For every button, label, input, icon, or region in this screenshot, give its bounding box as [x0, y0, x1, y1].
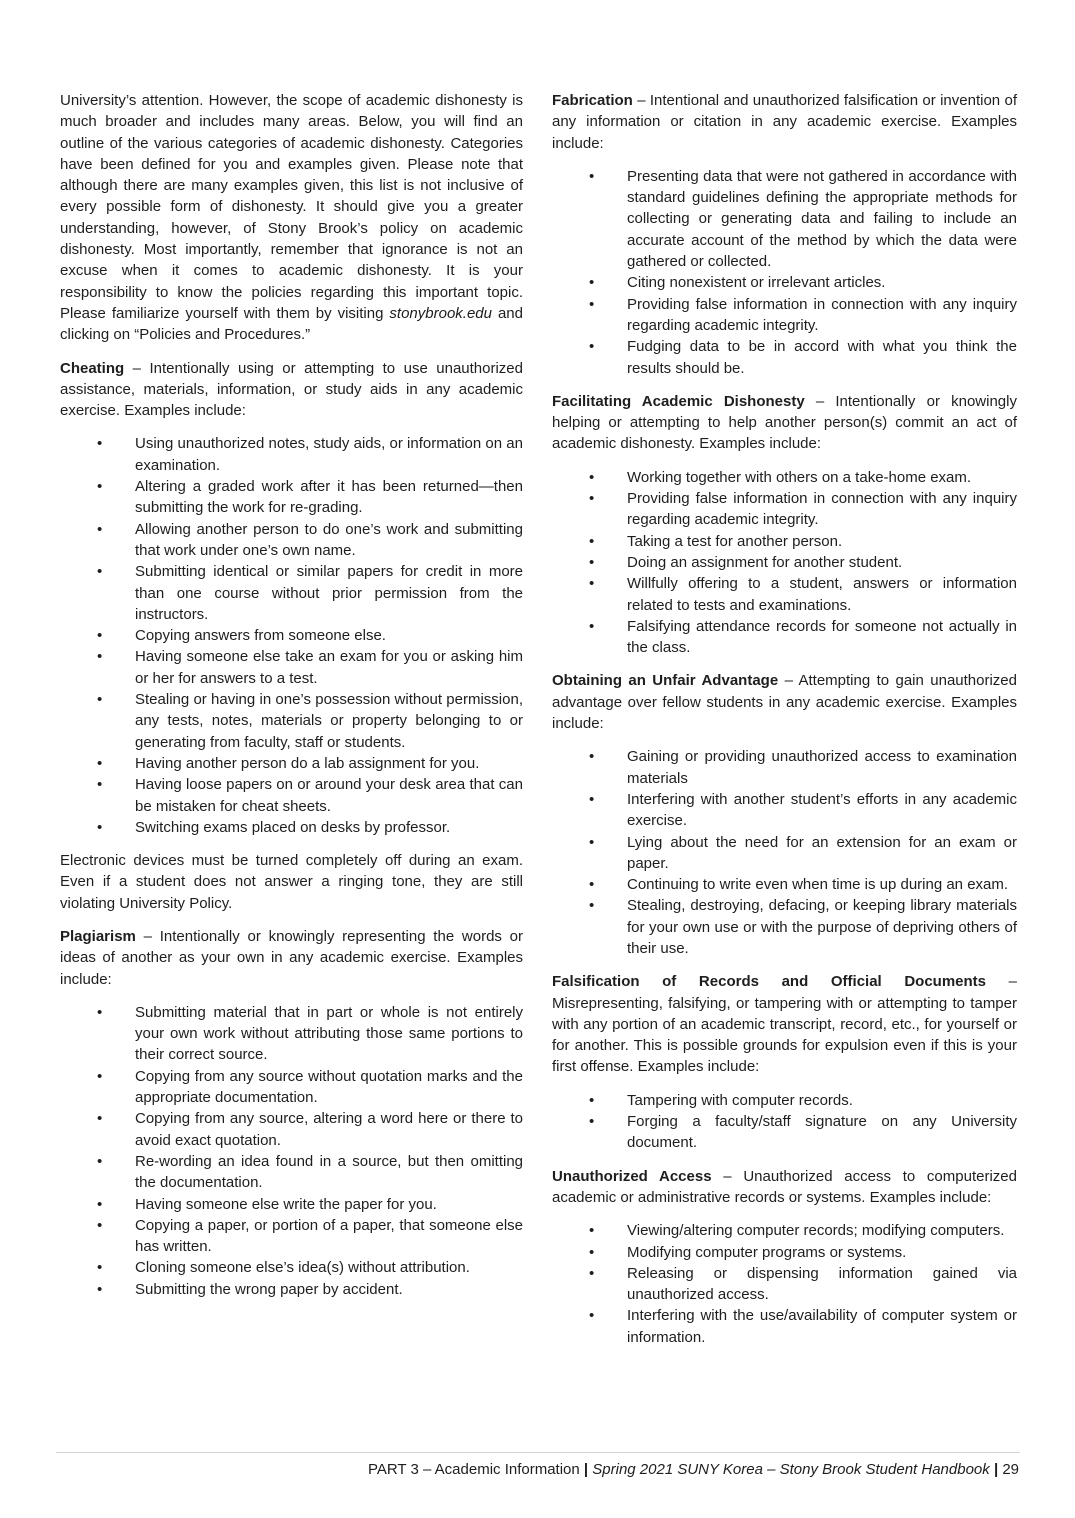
list-item-text: Cloning someone else’s idea(s) without attribution.	[135, 1259, 470, 1277]
bullet-icon: •	[97, 1067, 103, 1085]
footer-section: PART 3 – Academic Information	[367, 1461, 580, 1478]
list-item	[60, 1002, 523, 1066]
bullet-icon: •	[589, 897, 595, 915]
bullet-icon: •	[97, 1259, 103, 1277]
list-item-text: Tampering with computer records.	[627, 1091, 853, 1109]
list-item-text: Interfering with another student’s efforts in any academic exercise.	[627, 790, 1017, 830]
plagiarism-definition	[60, 926, 523, 990]
list-item-text: Continuing to write even when time is up during an exam.	[627, 876, 1009, 894]
list-item	[552, 746, 1017, 789]
list-item-text: Copying a paper, or portion of a paper, that someone else has written.	[135, 1216, 523, 1256]
list-item-text: Altering a graded work after it has been returned—then submitting the work for re-grading.	[135, 478, 523, 517]
unfair-advantage-definition-text: – Attempting to gain unauthorized advantage over fellow students in any academic exercise. Examples include:	[552, 672, 1017, 733]
unauthorized-access-term: Unauthorized Access	[552, 1167, 712, 1185]
facilitating-definition	[552, 391, 1017, 455]
list-item-text: Using unauthorized notes, study aids, or information on an examination.	[135, 435, 523, 474]
list-item-text: Re-wording an idea found in a source, but then omitting the documentation.	[135, 1152, 523, 1192]
list-item	[60, 1279, 523, 1300]
list-item	[552, 1090, 1017, 1111]
list-item-text: Stealing, destroying, defacing, or keeping library materials for your own use or with the purpose of depriving others of their use.	[627, 897, 1017, 957]
plagiarism-term: Plagiarism	[60, 927, 136, 945]
list-item-text: Working together with others on a take-home exam.	[627, 468, 972, 486]
stonybrook-link[interactable]: stonybrook.edu	[389, 304, 492, 322]
unfair-advantage-examples-list	[552, 746, 1017, 959]
list-item-text: Copying from any source, altering a word here or there to avoid exact quotation.	[135, 1110, 523, 1149]
bullet-icon: •	[97, 754, 103, 772]
list-item	[60, 1151, 523, 1194]
unfair-advantage-term: Obtaining an Unfair Advantage	[552, 672, 779, 690]
electronic-devices-paragraph: Electronic devices must be turned completely off during an exam. Even if a student does not answer a ringing tone, they are still violating University Policy.	[60, 852, 523, 912]
facilitating-definition-text: – Intentionally or knowingly helping or attempting to help another person(s) commit an act of academic dishonesty. Examples include:	[552, 392, 1017, 453]
bullet-icon: •	[97, 1152, 103, 1170]
list-item	[60, 1215, 523, 1258]
list-item	[552, 336, 1017, 379]
bullet-icon: •	[589, 575, 595, 593]
falsification-examples-list	[552, 1090, 1017, 1154]
page-footer	[368, 1461, 1019, 1478]
list-item	[60, 689, 523, 753]
list-item-text: Having loose papers on or around your desk area that can be mistaken for cheat sheets.	[135, 776, 523, 815]
fabrication-examples-list	[552, 166, 1017, 379]
bullet-icon: •	[589, 1307, 595, 1325]
bullet-icon: •	[97, 478, 103, 496]
bullet-icon: •	[589, 748, 595, 766]
bullet-icon: •	[589, 1091, 595, 1109]
list-item	[60, 817, 523, 838]
list-item	[552, 1263, 1017, 1306]
list-item-text: Fudging data to be in accord with what you think the results should be.	[627, 338, 1017, 377]
page-number: 29	[1002, 1461, 1019, 1478]
list-item-text: Having someone else write the paper for you.	[135, 1195, 437, 1213]
list-item	[552, 294, 1017, 337]
list-item	[552, 1242, 1017, 1263]
list-item-text: Having someone else take an exam for you or asking him or her for answers to a test.	[135, 648, 523, 687]
bullet-icon: •	[589, 790, 595, 808]
list-item-text: Having another person do a lab assignment for you.	[135, 754, 480, 772]
list-item	[552, 1111, 1017, 1154]
bullet-icon: •	[97, 1110, 103, 1128]
intro-text: University’s attention. However, the scope of academic dishonesty is much broader and includes many areas. Below, you will find an outline of the various categories of academic dishonesty. Categories have been defined for you and examples given. Please note that although there are many examples given, this list is not inclusive of every possible form of dishonesty. It should give you a greater understanding, however, of Stony Brook’s policy on academic dishonesty. Most importantly, remember that ignorance is not an excuse when it comes to academic dishonesty. It is your responsibility to know the policies regarding this important topic. Please familiarize yourself with them by visiting	[60, 92, 523, 322]
fabrication-term: Fabrication	[552, 92, 633, 109]
list-item-text: Providing false information in connection with any inquiry regarding academic integrity.	[627, 295, 1017, 334]
bullet-icon: •	[589, 1243, 595, 1261]
falsification-term: Falsification of Records and Official Documents	[552, 973, 987, 991]
falsification-definition-text: – Misrepresenting, falsifying, or tampering with or attempting to tamper with any portion of an academic transcript, record, etc., for yourself or for another. This is possible grounds for expulsion even if this is your first offense. Examples include:	[552, 973, 1017, 1076]
footer-separator: |	[583, 1461, 589, 1478]
unauthorized-access-examples-list	[552, 1220, 1017, 1348]
list-item	[60, 561, 523, 625]
bullet-icon: •	[589, 1222, 595, 1240]
list-item	[60, 625, 523, 646]
list-item	[552, 1305, 1017, 1348]
unauthorized-access-definition	[552, 1166, 1017, 1209]
bullet-icon: •	[97, 435, 103, 453]
list-item	[552, 552, 1017, 573]
cheating-examples-list	[60, 433, 523, 838]
bullet-icon: •	[589, 490, 595, 508]
list-item-text: Citing nonexistent or irrelevant articles.	[627, 274, 886, 292]
bullet-icon: •	[97, 1195, 103, 1213]
list-item	[552, 1220, 1017, 1241]
fabrication-definition	[552, 90, 1017, 154]
list-item-text: Falsifying attendance records for someone not actually in the class.	[627, 617, 1017, 657]
bullet-icon: •	[589, 468, 595, 486]
list-item	[552, 789, 1017, 832]
list-item-text: Copying from any source without quotation marks and the appropriate documentation.	[135, 1067, 523, 1107]
list-item-text: Viewing/altering computer records; modifying computers.	[627, 1222, 1005, 1240]
footer-divider	[56, 1452, 1020, 1453]
intro-text-end: and clicking on “Policies and Procedures.”	[60, 304, 523, 344]
cheating-definition	[60, 358, 523, 422]
bullet-icon: •	[589, 167, 595, 185]
list-item-text: Doing an assignment for another student.	[627, 553, 903, 571]
list-item	[60, 753, 523, 774]
list-item-text: Stealing or having in one’s possession without permission, any tests, notes, materials or property belonging to or generating from faculty, staff or students.	[135, 691, 523, 751]
list-item	[552, 531, 1017, 552]
cheating-definition-text: – Intentionally using or attempting to use unauthorized assistance, materials, information, or study aids in any academic exercise. Examples include:	[60, 359, 523, 420]
bullet-icon: •	[589, 274, 595, 292]
list-item-text: Modifying computer programs or systems.	[627, 1243, 907, 1261]
falsification-definition	[552, 971, 1017, 1077]
fabrication-definition-text: – Intentional and unauthorized falsification or invention of any information or citation in any academic exercise. Examples include:	[552, 92, 1017, 152]
cheating-term: Cheating	[60, 359, 125, 377]
list-item	[552, 573, 1017, 616]
list-item	[60, 1066, 523, 1109]
list-item-text: Releasing or dispensing information gained via unauthorized access.	[627, 1264, 1017, 1304]
bullet-icon: •	[97, 520, 103, 538]
list-item-text: Willfully offering to a student, answers or information related to tests and examinations.	[627, 575, 1017, 614]
facilitating-term: Facilitating Academic Dishonesty	[552, 392, 805, 410]
unauthorized-access-definition-text: – Unauthorized access to computerized academic or administrative records or systems. Examples include:	[552, 1167, 1017, 1206]
list-item-text: Lying about the need for an extension for an exam or paper.	[627, 833, 1017, 872]
list-item	[60, 433, 523, 476]
bullet-icon: •	[589, 1113, 595, 1131]
bullet-icon: •	[97, 818, 103, 836]
list-item	[552, 616, 1017, 659]
list-item-text: Submitting identical or similar papers for credit in more than one course without prior permission from the instructors.	[135, 563, 523, 623]
plagiarism-examples-list	[60, 1002, 523, 1300]
list-item	[552, 467, 1017, 488]
list-item	[60, 774, 523, 817]
list-item-text: Allowing another person to do one’s work and submitting that work under one’s own name.	[135, 520, 523, 559]
unfair-advantage-definition	[552, 670, 1017, 734]
list-item	[60, 1108, 523, 1151]
list-item	[60, 646, 523, 689]
right-column	[552, 90, 1017, 1360]
list-item-text: Presenting data that were not gathered in accordance with standard guidelines defining the appropriate methods for collecting or generating data and failing to include an accurate account of the method by which the data were gathered or collected.	[627, 167, 1017, 271]
bullet-icon: •	[97, 563, 103, 581]
list-item-text: Providing false information in connection with any inquiry regarding academic integrity.	[627, 490, 1017, 529]
bullet-icon: •	[97, 648, 103, 666]
list-item-text: Gaining or providing unauthorized access to examination materials	[627, 748, 1017, 787]
list-item	[60, 1194, 523, 1215]
list-item	[60, 476, 523, 519]
list-item	[552, 166, 1017, 272]
list-item	[552, 832, 1017, 875]
list-item-text: Forging a faculty/staff signature on any University document.	[627, 1113, 1017, 1152]
list-item	[552, 874, 1017, 895]
list-item	[552, 488, 1017, 531]
footer-separator-2: |	[993, 1461, 999, 1478]
bullet-icon: •	[589, 532, 595, 550]
bullet-icon: •	[589, 876, 595, 894]
list-item-text: Switching exams placed on desks by professor.	[135, 818, 451, 836]
bullet-icon: •	[589, 833, 595, 851]
list-item	[60, 519, 523, 562]
bullet-icon: •	[589, 553, 595, 571]
bullet-icon: •	[97, 691, 103, 709]
bullet-icon: •	[589, 295, 595, 313]
left-column	[60, 90, 523, 1312]
bullet-icon: •	[589, 617, 595, 635]
list-item-text: Taking a test for another person.	[627, 532, 843, 550]
bullet-icon: •	[97, 1216, 103, 1234]
list-item	[552, 272, 1017, 293]
facilitating-examples-list	[552, 467, 1017, 659]
list-item-text: Submitting the wrong paper by accident.	[135, 1280, 403, 1298]
bullet-icon: •	[589, 338, 595, 356]
intro-paragraph	[60, 90, 523, 346]
bullet-icon: •	[97, 1280, 103, 1298]
list-item-text: Submitting material that in part or whole is not entirely your own work without attributing those same portions to their correct source.	[135, 1003, 523, 1064]
bullet-icon: •	[97, 1003, 103, 1021]
list-item	[552, 895, 1017, 959]
plagiarism-definition-text: – Intentionally or knowingly representing the words or ideas of another as your own in any academic exercise. Examples include:	[60, 927, 523, 988]
bullet-icon: •	[97, 776, 103, 794]
list-item	[60, 1257, 523, 1278]
list-item-text: Interfering with the use/availability of computer system or information.	[627, 1307, 1017, 1346]
bullet-icon: •	[589, 1264, 595, 1282]
footer-publication: Spring 2021 SUNY Korea – Stony Brook Student Handbook	[592, 1461, 990, 1478]
bullet-icon: •	[97, 627, 103, 645]
list-item-text: Copying answers from someone else.	[135, 627, 386, 645]
